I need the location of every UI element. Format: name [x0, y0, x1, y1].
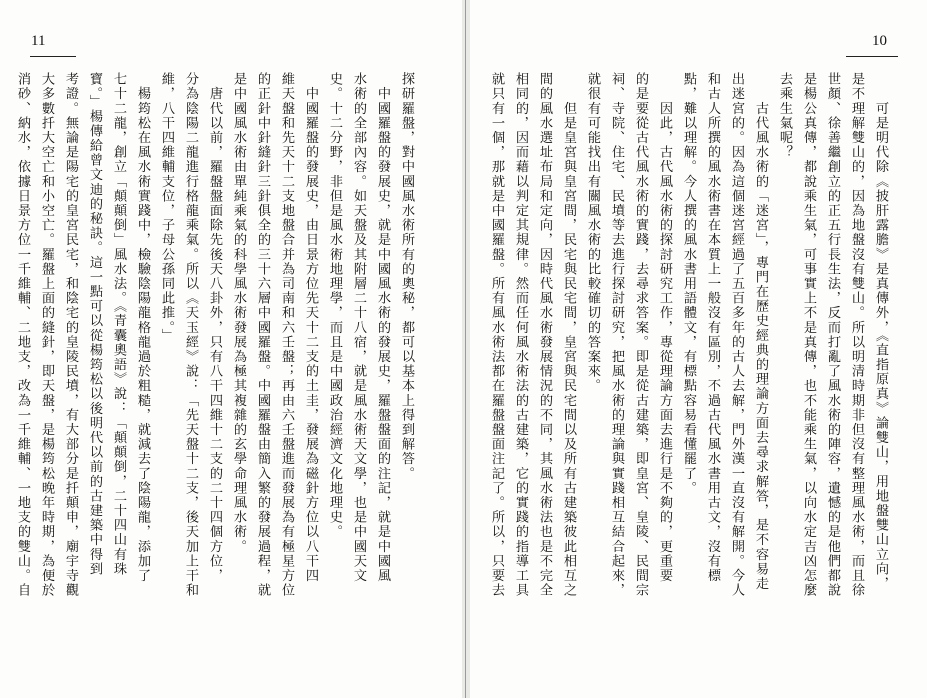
page-number-left: 11: [31, 33, 46, 49]
right-text-column: 去乘生氣呢？: [777, 72, 792, 160]
left-text-column: 寶。」楊傳給曾文迪的秘訣。這一點可以從楊筠松以後明代以前的古建築中得到: [87, 72, 102, 577]
left-text-column: 是中國風水術由單純乘氣的科學風水術發展為極其複雜的玄學命理風水術。: [231, 72, 246, 554]
left-text-column: 的正針中針縫針三針俱全的三十六層中國羅盤。中國羅盤由簡入繁的發展過程，就: [255, 72, 270, 598]
left-text-column: 維天盤和先天十二支地盤合并為司南和六壬盤；再由六壬盤進而發展為有極星方位: [279, 72, 294, 598]
left-text-column: 探研羅盤，對中國風水術所有的奧秘，都可以基本上得到解答。: [399, 72, 414, 481]
right-text-column: 可是明代除《披肝露膽》是真傳外，《直指原真》論雙山，用地盤雙山立向，: [873, 72, 888, 591]
right-text-column: 出迷宮的。因為這個迷宮經過了五百多年的古人去解，門外漢一直沒有解開。今人: [729, 72, 744, 598]
left-text-column: 維，八干四維輔支位，子母公孫同此推。」: [159, 72, 174, 343]
left-text-column: 楊筠松在風水術實踐中，檢驗陰陽龍格龍過於粗糙，就減去了陰陽龍，添加了: [135, 72, 150, 583]
right-text-column: 點，難以理解。今人撰的風水書用語體文，有標點容易看懂罷了。: [681, 72, 696, 496]
right-text-column: 就很有可能找出有關風水術的比較確切的答案來。: [585, 72, 600, 394]
right-text-column: 因此，古代風水術的探討研究工作，專從理論方面去進行是不夠的，更重要: [657, 72, 672, 583]
right-text-column: 相同的，因而藉以判定其規律。然而任何風水術法的古建築，它的實踐的指導工具: [513, 72, 528, 598]
gutter-divider: [465, 0, 466, 698]
left-text-column: 中國羅盤的發展史，由日景方位先天十二支的土圭，發展為磁針方位以八干四: [303, 72, 318, 583]
right-text-column: 但是皇宮與皇宮間，民宅與民宅間，皇宮與民宅間以及所有古建築彼此相互之: [561, 72, 576, 598]
header-rule-left: [30, 56, 76, 57]
left-text-column: 唐代以前，羅盤盤面除先後天八卦外，只有八干四維十二支的二十四個方位，: [207, 72, 222, 583]
right-text-column: 世顏、徐善繼創立的正五行長生法，反而打亂了風水術的陣容，遺憾的是他們都說: [825, 72, 840, 598]
left-text-column: 中國羅盤的發展史，就是中國風水術的發展史，羅盤盤面的注記，就是中國風: [375, 72, 390, 583]
left-text-column: 消砂、納水，依據日景方位一千維輔、二地支，改為一千維輔、一地支的雙山。自: [15, 72, 30, 598]
right-text-column: 祠、寺院、住宅、民墳等去進行探討研究，把風水術的理論與實踐相互結合起來，: [609, 72, 624, 598]
book-gutter: [462, 0, 470, 698]
left-text-column: 水術的全部內容。如天盤及其附層二十八宿，就是風水術天文學，也是中國天文: [351, 72, 366, 583]
left-text-column: 七十二龍，創立「顛顛倒」風水法。《青囊奧語》說：「顛顛倒，二十四山有珠: [111, 72, 126, 577]
left-text-column: 考證。無論是陽宅的皇宮民宅，和陰宅的皇陵民墳，有大部分是扦顛申，廟宇寺觀: [63, 72, 78, 598]
left-text-column: 史。十二分野，非但是風水術地理學，而且是中國政治經濟文化地理史。: [327, 72, 342, 540]
left-text-column: 大多數扦大空亡和小空亡。羅盤上面的縫針，即天盤，是楊筠松晚年時期，為便於: [39, 72, 54, 598]
right-text-column: 和古人所撰的風水術書在本質上一般沒有區別，不過古代風水書用古文，沒有標: [705, 72, 720, 583]
right-text-column: 是楊公真傳，都說乘生氣，可事實上不是真傳，也不能乘生氣，以向水定吉凶怎麼: [801, 72, 816, 598]
right-text-column: 就只有一個，那就是中國羅盤。所有風水術法都在羅盤盤面注記了。所以，只要去: [489, 72, 504, 598]
right-text-column: 古代風水術的「迷宮」，專門在歷史經典的理論方面去尋求解答，是不容易走: [753, 72, 768, 591]
left-text-column: 分為陰陽二龍進行格龍乘氣。所以《天玉經》說：「先天盤十二支，後天加上干和: [183, 72, 198, 598]
right-text-column: 的是要從古代風水術的實踐，去尋求答案。即是從古建築，即皇宮、皇陵、民間宗: [633, 72, 648, 598]
right-text-column: 間的風水選址布局和定向，因時代風水術發展情況的不同，其風水術法也是不完全: [537, 72, 552, 598]
page-number-right: 10: [872, 33, 887, 49]
header-rule-right: [846, 56, 898, 57]
right-text-column: 是不理解雙山的，因為地盤沒有雙山。所以明清時期非但沒有整理風水術，而且徐: [849, 72, 864, 598]
